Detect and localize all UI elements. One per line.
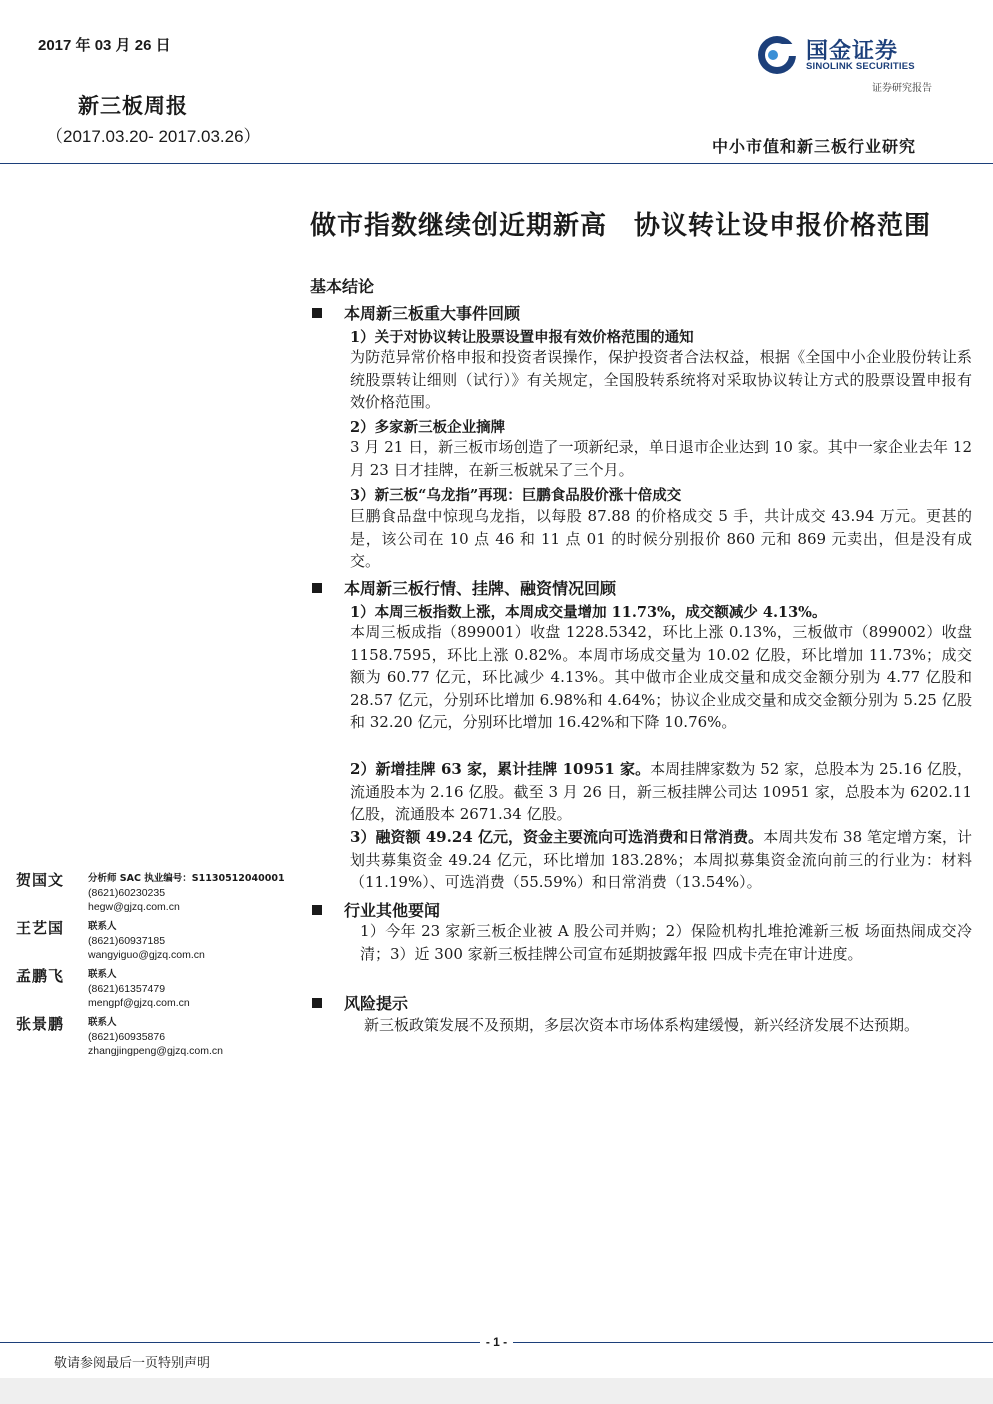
item-text: 本周挂牌家数为 52 家，总股本为 25.16 亿股，流通股本为 2.16 亿股。截至 3 月 26 日，新三板挂牌公司达 10951 家，总股本为 6202.11 亿股，流通股本 2671.34 亿股。 xyxy=(350,760,972,824)
contact-email[interactable]: mengpf@gjzq.com.cn xyxy=(88,997,190,1009)
contact-email[interactable]: hegw@gjzq.com.cn xyxy=(88,901,180,913)
conclusion-heading: 基本结论 xyxy=(310,277,375,296)
page-number: - 1 - xyxy=(0,1335,993,1349)
report-name: 新三板周报 xyxy=(78,93,188,118)
item-paragraph xyxy=(350,758,972,826)
contact-role: 分析师 SAC 执业编号：S1130512040001 xyxy=(88,873,285,884)
contact-name: 王艺国 xyxy=(16,919,65,937)
contact-role: 联系人 xyxy=(88,969,117,980)
item-subheading: 1）本周三板指数上涨，本周成交量增加 11.73%，成交额减少 4.13%。 xyxy=(350,604,827,621)
square-bullet-icon xyxy=(312,583,322,593)
item-lead: 3）融资额 49.24 亿元，资金主要流向可选消费和日常消费。 xyxy=(350,828,764,846)
contact-info xyxy=(88,968,190,1010)
logo-subtitle: 证券研究报告 xyxy=(872,83,932,94)
square-bullet-icon xyxy=(312,998,322,1008)
square-bullet-icon xyxy=(312,905,322,915)
header-divider xyxy=(0,163,993,164)
contact-role: 联系人 xyxy=(88,921,117,932)
contact-name: 孟鹏飞 xyxy=(16,967,65,985)
item-paragraph: 巨鹏食品盘中惊现乌龙指，以每股 87.88 的价格成交 5 手，共计成交 43.94 万元。更甚的是，该公司在 10 点 46 和 11 点 01 的时候分别报价 860 元和 869 元卖出，但是没有成交。 xyxy=(350,507,972,571)
contact-phone: (8621)60937185 xyxy=(88,935,166,947)
logo-mark-icon xyxy=(756,34,798,76)
industry-label: 中小市值和新三板行业研究 xyxy=(712,137,917,156)
report-date-range: （2017.03.20- 2017.03.26） xyxy=(46,127,261,146)
logo-name-en: SINOLINK SECURITIES xyxy=(806,61,915,72)
contact-email[interactable]: zhangjingpeng@gjzq.com.cn xyxy=(88,1045,223,1057)
contact-info xyxy=(88,1016,223,1058)
section-heading: 行业其他要闻 xyxy=(312,898,440,921)
contact-name: 贺国文 xyxy=(16,871,65,889)
disclaimer-note: 敬请参阅最后一页特别声明 xyxy=(54,1356,211,1371)
item-paragraph xyxy=(350,826,972,894)
item-subheading: 1）关于对协议转让股票设置申报有效价格范围的通知 xyxy=(350,329,694,346)
item-text: 本周共发布 38 笔定增方案，计划共募集资金 49.24 亿元，环比增加 183.28%；本周拟募集资金流向前三的行业为：材料（11.19%）、可选消费（55.59%）和日常消费（13.54%）。 xyxy=(350,828,972,892)
contact-name: 张景鹏 xyxy=(16,1015,65,1033)
contact-info xyxy=(88,872,285,914)
section-heading: 本周新三板行情、挂牌、融资情况回顾 xyxy=(312,576,616,599)
item-lead: 2）新增挂牌 63 家，累计挂牌 10951 家。 xyxy=(350,760,651,778)
item-subheading: 3）新三板“乌龙指”再现：巨鹏食品股价涨十倍成交 xyxy=(350,487,682,504)
logo-name-cn: 国金证券 xyxy=(806,39,899,64)
section-paragraph: 1）今年 23 家新三板企业被 A 股公司并购；2）保险机构扎堆抢滩新三板 场面热闹成交冷清；3）近 300 家新三板挂牌公司宣布延期披露年报 四成卡壳在审计进度。 xyxy=(360,922,972,963)
section-heading: 本周新三板重大事件回顾 xyxy=(312,301,520,324)
item-paragraph: 本周三板成指（899001）收盘 1228.5342，环比上涨 0.13%，三板做市（899002）收盘 1158.7595，环比上涨 0.82%。本周市场成交量为 10.02 亿股，环比增加 11.73%；成交额为 60.77 亿元，环比减少 4.13%。其中做市企业成交量和成交金额分别为 4.77 亿股和 28.57 亿元，分别环比增加 6.98%和 4.64%；协议企业成交量和成交金额分别为 5.25 亿股和 32.20 亿元，分别环比增加 16.42%和下降 10.76%。 xyxy=(350,623,972,732)
contact-role: 联系人 xyxy=(88,1017,117,1028)
contact-phone: (8621)60230235 xyxy=(88,887,166,899)
report-date: 2017 年 03 月 26 日 xyxy=(38,37,171,54)
contact-phone: (8621)61357479 xyxy=(88,983,166,995)
item-paragraph: 为防范异常价格申报和投资者误操作，保护投资者合法权益，根据《全国中小企业股份转让系统股票转让细则（试行）》有关规定，全国股转系统将对采取协议转让方式的股票设置申报有效价格范围。 xyxy=(350,348,972,412)
contact-info xyxy=(88,920,205,962)
contact-phone: (8621)60935876 xyxy=(88,1031,166,1043)
contact-email[interactable]: wangyiguo@gjzq.com.cn xyxy=(88,949,205,961)
item-paragraph: 3 月 21 日，新三板市场创造了一项新纪录，单日退市企业达到 10 家。其中一家企业去年 12 月 23 日才挂牌，在新三板就呆了三个月。 xyxy=(350,438,972,479)
section-paragraph: 新三板政策发展不及预期，多层次资本市场体系构建缓慢，新兴经济发展不达预期。 xyxy=(364,1016,920,1034)
report-title: 做市指数继续创近期新高 协议转让设申报价格范围 xyxy=(310,211,932,241)
square-bullet-icon xyxy=(312,308,322,318)
section-heading: 风险提示 xyxy=(312,991,408,1014)
bottom-band xyxy=(0,1378,993,1404)
item-subheading: 2）多家新三板企业摘牌 xyxy=(350,419,506,436)
